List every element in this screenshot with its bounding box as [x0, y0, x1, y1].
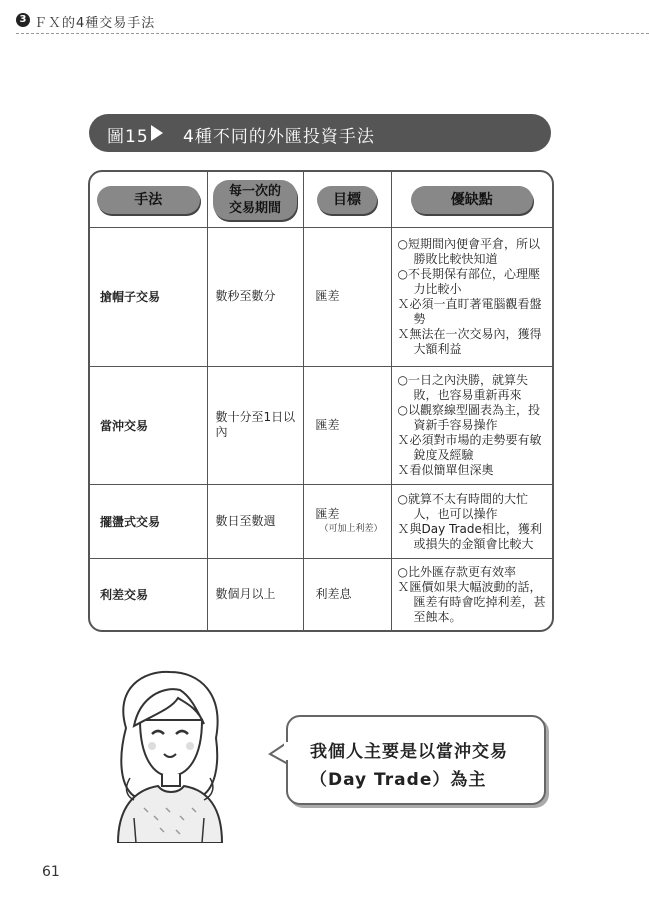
point-item: ○一日之內決勝，就算失敗，也容易重新再來: [397, 372, 528, 402]
header-divider: [16, 33, 649, 34]
row-period: 數秒至數分: [207, 228, 303, 366]
point-item: Ｘ必須對市場的走勢要有敏銳度及經驗: [397, 432, 542, 462]
header-period-line1: 每一次的: [228, 183, 281, 199]
row-points: [391, 485, 552, 559]
header-goal: 目標: [317, 186, 378, 214]
point-item: ○短期間內便會平倉，所以勝敗比較快知道: [397, 236, 540, 266]
goal-text: 匯差: [315, 506, 340, 521]
point-item: Ｘ無法在一次交易內，獲得大額利益: [397, 326, 542, 356]
speech-bubble: [286, 715, 546, 805]
point-item: ○以觀察線型圖表為主，投資新手容易操作: [397, 402, 540, 432]
row-period: 數日至數週: [207, 485, 303, 559]
table-header-row: [90, 172, 552, 228]
row-period: 數個月以上: [207, 559, 303, 630]
row-points: [391, 228, 552, 366]
woman-illustration: [104, 668, 234, 843]
row-method: 當沖交易: [90, 366, 207, 484]
row-goal: [303, 559, 391, 630]
row-method: 搶帽子交易: [90, 228, 207, 366]
table-row: [90, 366, 552, 484]
speech-line-1: 我個人主要是以當沖交易: [310, 742, 508, 762]
point-item: ○就算不太有時間的大忙人，也可以操作: [397, 491, 528, 521]
row-points: [391, 366, 552, 484]
point-item: ○不長期保有部位，心理壓力比較小: [397, 266, 540, 296]
point-item: Ｘ匯價如果大幅波動的話，匯差有時會吃掉利差，甚至蝕本。: [397, 579, 546, 624]
methods-table: [88, 170, 554, 632]
tail-joint: [284, 736, 290, 766]
goal-note: （可加上利差）: [319, 523, 383, 534]
header-pros-cons: 優缺點: [411, 186, 533, 214]
row-goal: [303, 485, 391, 559]
table-row: [90, 559, 552, 630]
row-points: [391, 559, 552, 630]
goal-text: 利差息: [315, 587, 352, 602]
figure-number: 圖15: [107, 127, 149, 147]
chapter-badge: 3: [16, 13, 30, 27]
row-method: 利差交易: [90, 559, 207, 630]
header-method: 手法: [97, 186, 200, 214]
row-method: 擺盪式交易: [90, 485, 207, 559]
point-item: Ｘ與Day Trade相比，獲利或損失的金額會比較大: [397, 521, 542, 551]
chapter-title: ＦＸ的4種交易手法: [34, 16, 156, 31]
header-period-line2: 交易期間: [228, 200, 281, 216]
goal-text: 匯差: [315, 417, 340, 432]
page-number: 61: [42, 864, 60, 880]
header-period: [213, 180, 297, 220]
arrow-right-icon: [151, 125, 163, 141]
goal-text: 匯差: [315, 289, 340, 304]
speech-line-2: （Day Trade）為主: [310, 770, 487, 790]
point-item: ○比外匯存款更有效率: [397, 564, 516, 579]
row-period: 數十分至1日以內: [207, 366, 303, 484]
figure-banner: [89, 114, 551, 152]
figure-title: 4種不同的外匯投資手法: [183, 127, 375, 147]
row-goal: [303, 366, 391, 484]
point-item: Ｘ必須一直盯著電腦觀看盤勢: [397, 296, 542, 326]
table-row: [90, 485, 552, 559]
point-item: Ｘ看似簡單但深奧: [397, 462, 494, 477]
row-goal: [303, 228, 391, 366]
table-row: [90, 228, 552, 366]
